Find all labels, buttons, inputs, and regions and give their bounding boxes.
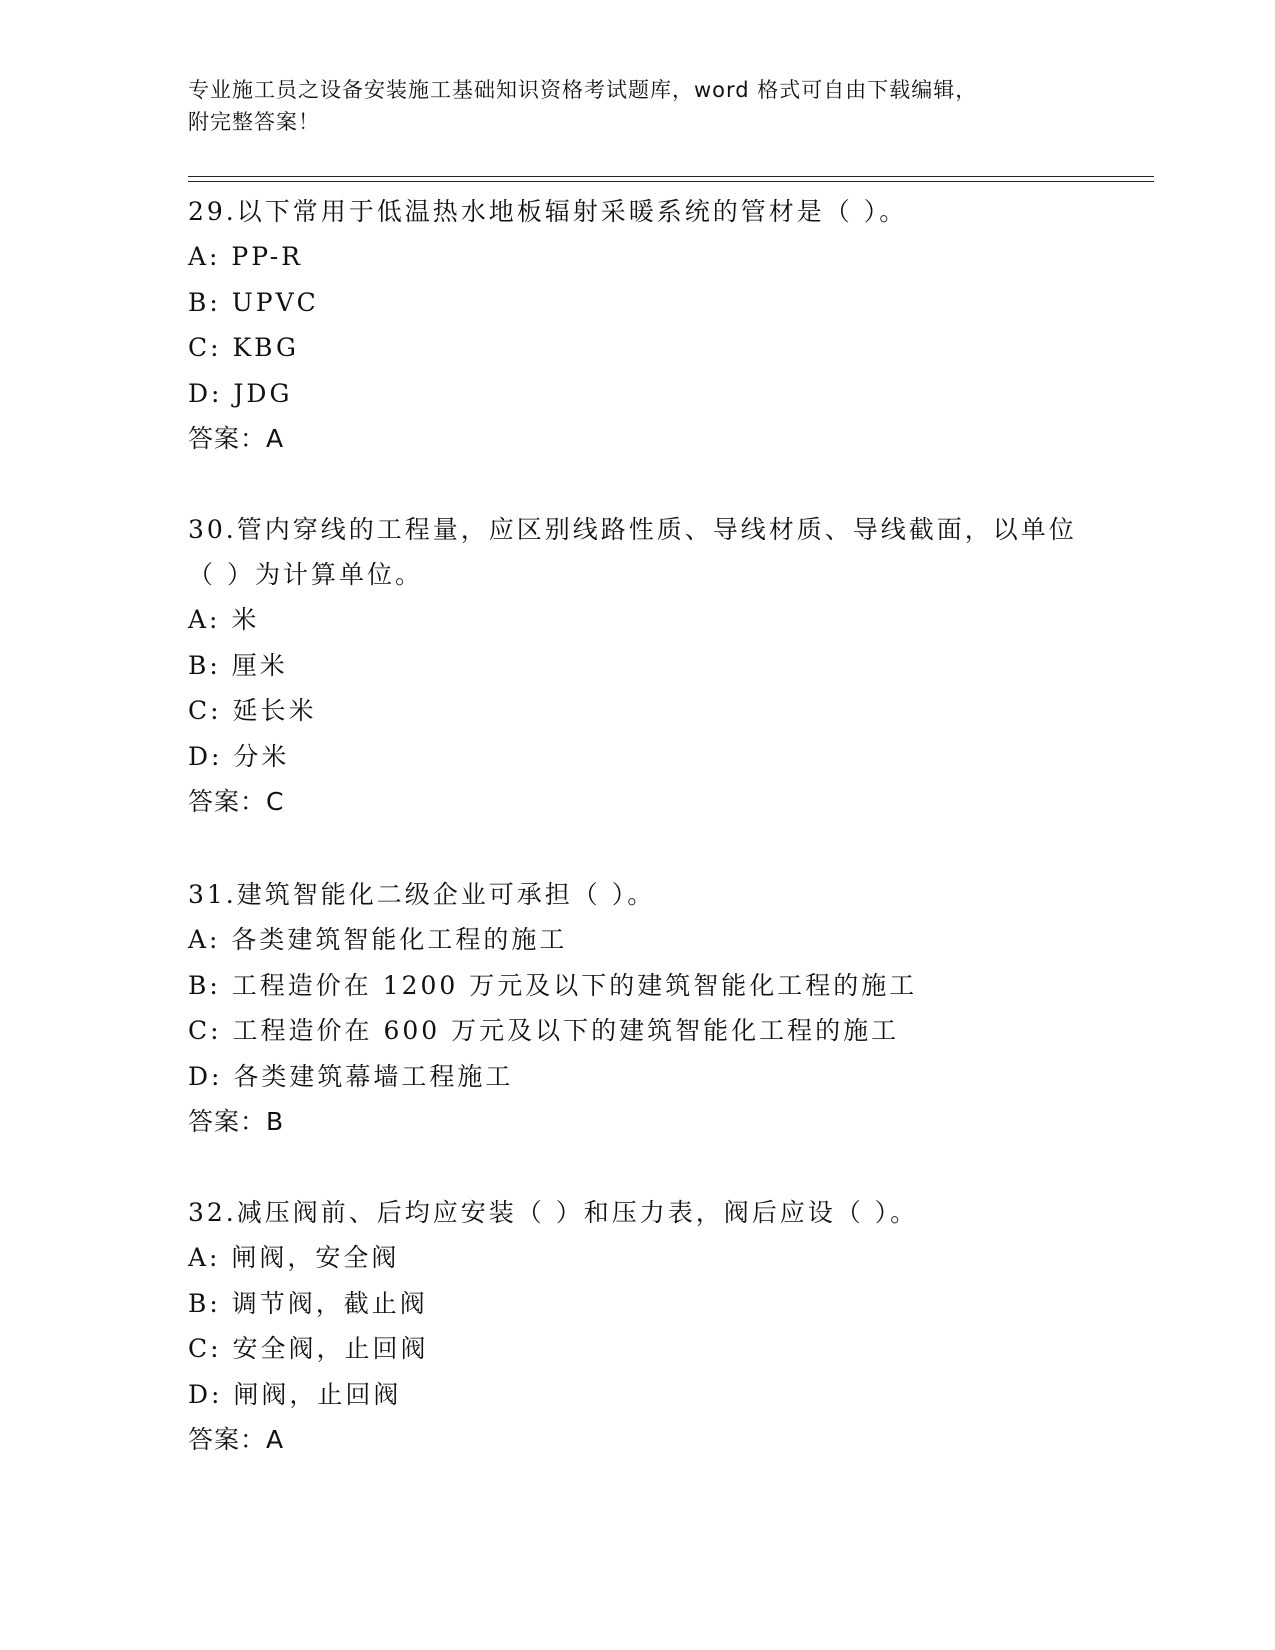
- option-c: C: 工程造价在 600 万元及以下的建筑智能化工程的施工: [188, 1016, 900, 1045]
- question-stem: 32.减压阀前、后均应安装（ ）和压力表，阀后应设（ ）。: [188, 1198, 919, 1227]
- option-b: B: 工程造价在 1200 万元及以下的建筑智能化工程的施工: [188, 970, 918, 1000]
- document-header: [188, 74, 1068, 138]
- option-d: D: 分米: [188, 741, 290, 771]
- answer: 答案：A: [188, 424, 285, 453]
- question-stem: 30.管内穿线的工程量，应区别线路性质、导线材质、导线截面，以单位（ ）为计算单位。: [188, 515, 1077, 589]
- option-b: B: 厘米: [188, 650, 288, 680]
- question-29: [188, 189, 1088, 462]
- option-c: C: KBG: [188, 333, 299, 362]
- header-divider-bottom: [188, 181, 1154, 182]
- question-32: [188, 1190, 1088, 1463]
- option-c: C: 延长米: [188, 696, 317, 725]
- question-31: [188, 872, 1088, 1145]
- option-a: A: 闸阀，安全阀: [188, 1243, 400, 1272]
- answer: 答案：B: [188, 1107, 285, 1136]
- option-c: C: 安全阀，止回阀: [188, 1334, 429, 1363]
- option-b: B: UPVC: [188, 287, 319, 317]
- option-d: D: JDG: [188, 378, 293, 408]
- header-divider-top: [188, 176, 1154, 177]
- option-a: A: PP-R: [188, 242, 303, 271]
- header-line-2: 附完整答案！: [188, 110, 320, 134]
- answer: 答案：A: [188, 1425, 285, 1454]
- option-d: D: 各类建筑幕墙工程施工: [188, 1061, 514, 1091]
- option-a: A: 米: [188, 605, 260, 634]
- option-d: D: 闸阀，止回阀: [188, 1379, 402, 1409]
- question-stem: 31.建筑智能化二级企业可承担（ ）。: [188, 880, 656, 909]
- option-a: A: 各类建筑智能化工程的施工: [188, 925, 568, 954]
- answer: 答案：C: [188, 787, 285, 816]
- option-b: B: 调节阀，截止阀: [188, 1288, 428, 1318]
- question-stem: 29.以下常用于低温热水地板辐射采暖系统的管材是（ ）。: [188, 197, 908, 226]
- question-30: [188, 507, 1088, 825]
- header-line-1: 专业施工员之设备安装施工基础知识资格考试题库，word 格式可自由下载编辑，: [188, 78, 978, 102]
